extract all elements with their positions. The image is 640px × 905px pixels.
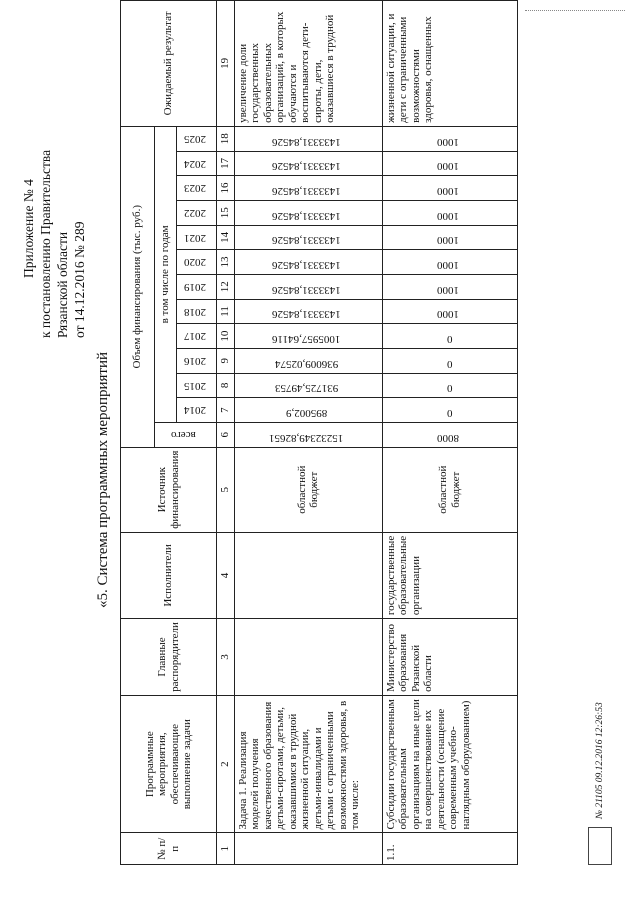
table-row xyxy=(382,1,517,865)
col-number: 13 xyxy=(217,250,235,275)
row-year-value: 1433331,84526 xyxy=(234,299,382,324)
row-year-value: 1000 xyxy=(382,126,517,151)
row-year-value: 895002,9 xyxy=(234,398,382,423)
row-year-value: 1000 xyxy=(382,200,517,225)
row-source: областной бюджет xyxy=(234,447,382,532)
header-year: 2024 xyxy=(177,151,217,176)
row-result: увеличение доли государственных образовательных организаций, в которых обучаются и воспитываются дети-сироты, дети, оказавшиеся в трудной xyxy=(234,1,382,127)
col-number: 11 xyxy=(217,299,235,324)
col-number: 5 xyxy=(217,447,235,532)
col-number: 2 xyxy=(217,695,235,833)
header-year: 2023 xyxy=(177,176,217,201)
row-activity: Субсидии государственным образовательным организациям на иные цели на совершенствование их деятельности (оснащение современным учебно-наглядным оборудованием) xyxy=(382,695,517,833)
col-number: 19 xyxy=(217,1,235,127)
col-number: 7 xyxy=(217,398,235,423)
row-year-value: 1433331,84526 xyxy=(234,274,382,299)
col-number: 12 xyxy=(217,274,235,299)
row-manager: Министерство образования Рязанской области xyxy=(382,619,517,696)
row-no: 1.1. xyxy=(382,833,517,865)
row-year-value: 1000 xyxy=(382,250,517,275)
appendix-number: Приложение № 4 xyxy=(21,179,36,278)
header-year: 2015 xyxy=(177,373,217,398)
row-year-value: 0 xyxy=(382,398,517,423)
col-number: 3 xyxy=(217,619,235,696)
row-result: жизненной ситуации, и дети с ограниченными возможностями здоровья, оснащенных xyxy=(382,1,517,127)
row-source: областной бюджет xyxy=(382,447,517,532)
row-no xyxy=(234,833,382,865)
row-year-value: 1433331,84526 xyxy=(234,126,382,151)
col-number: 1 xyxy=(217,833,235,865)
col-number: 17 xyxy=(217,151,235,176)
col-number: 14 xyxy=(217,225,235,250)
col-number: 6 xyxy=(217,422,235,447)
appendix-region-line: Рязанской области xyxy=(55,231,70,338)
row-year-value: 1000 xyxy=(382,299,517,324)
row-total: 15232349,82651 xyxy=(234,422,382,447)
row-year-value: 1433331,84526 xyxy=(234,200,382,225)
row-year-value: 931725,49753 xyxy=(234,373,382,398)
section-title: «5. Система программных мероприятий xyxy=(95,351,111,609)
col-number: 9 xyxy=(217,348,235,373)
row-executor xyxy=(234,532,382,618)
header-executors: Исполнители xyxy=(121,532,217,618)
header-year: 2022 xyxy=(177,200,217,225)
header-total: всего xyxy=(155,422,217,447)
header-result: Ожидаемый результат xyxy=(121,1,217,127)
row-year-value: 1433331,84526 xyxy=(234,225,382,250)
header-year: 2025 xyxy=(177,126,217,151)
header-funding: Объем финансирования (тыс. руб.) xyxy=(121,126,155,447)
appendix-header xyxy=(20,38,88,338)
header-year: 2017 xyxy=(177,324,217,349)
row-year-value: 1433331,84526 xyxy=(234,250,382,275)
row-executor: государственные образовательные организации xyxy=(382,532,517,618)
appendix-ref-line: к постановлению Правительства xyxy=(38,149,53,338)
header-year: 2018 xyxy=(177,299,217,324)
row-year-value: 0 xyxy=(382,373,517,398)
col-number: 16 xyxy=(217,176,235,201)
header-year: 2020 xyxy=(177,250,217,275)
row-manager xyxy=(234,619,382,696)
row-year-value: 1000 xyxy=(382,151,517,176)
row-year-value: 0 xyxy=(382,324,517,349)
row-year-value: 1005957,64116 xyxy=(234,324,382,349)
header-year: 2016 xyxy=(177,348,217,373)
row-year-value: 936009,02574 xyxy=(234,348,382,373)
header-year: 2014 xyxy=(177,398,217,423)
row-activity: Задача 1. Реализация моделей получения качественного образования детьми-сиротами, детьми, оказавшимися в трудной жизненной ситуации, детьми-инвалидами и детьми с ограниченными возможностями здоровья, в том числе: xyxy=(234,695,382,833)
header-no: № п/п xyxy=(121,833,217,865)
row-year-value: 1000 xyxy=(382,176,517,201)
col-number: 10 xyxy=(217,324,235,349)
col-number: 18 xyxy=(217,126,235,151)
header-activities: Программные мероприятия, обеспечивающие выполнение задачи xyxy=(121,695,217,833)
row-year-value: 1433331,84526 xyxy=(234,151,382,176)
header-year: 2021 xyxy=(177,225,217,250)
header-by-years: в том числе по годам xyxy=(155,126,177,422)
row-year-value: 1000 xyxy=(382,274,517,299)
col-number: 4 xyxy=(217,532,235,618)
activities-table xyxy=(120,0,518,865)
header-managers: Главные распорядители xyxy=(121,619,217,696)
header-source: Источник финансирования xyxy=(121,447,217,532)
table-row xyxy=(234,1,382,865)
row-year-value: 1433331,84526 xyxy=(234,176,382,201)
col-number: 8 xyxy=(217,373,235,398)
stamp-logo-icon xyxy=(588,827,612,865)
appendix-date-line: от 14.12.2016 № 289 xyxy=(72,221,87,338)
col-number: 15 xyxy=(217,200,235,225)
registration-stamp xyxy=(588,702,612,865)
row-year-value: 1000 xyxy=(382,225,517,250)
header-year: 2019 xyxy=(177,274,217,299)
stamp-text: № 21105 09.12.2016 12:26:53 xyxy=(595,702,605,819)
row-year-value: 0 xyxy=(382,348,517,373)
row-total: 8000 xyxy=(382,422,517,447)
